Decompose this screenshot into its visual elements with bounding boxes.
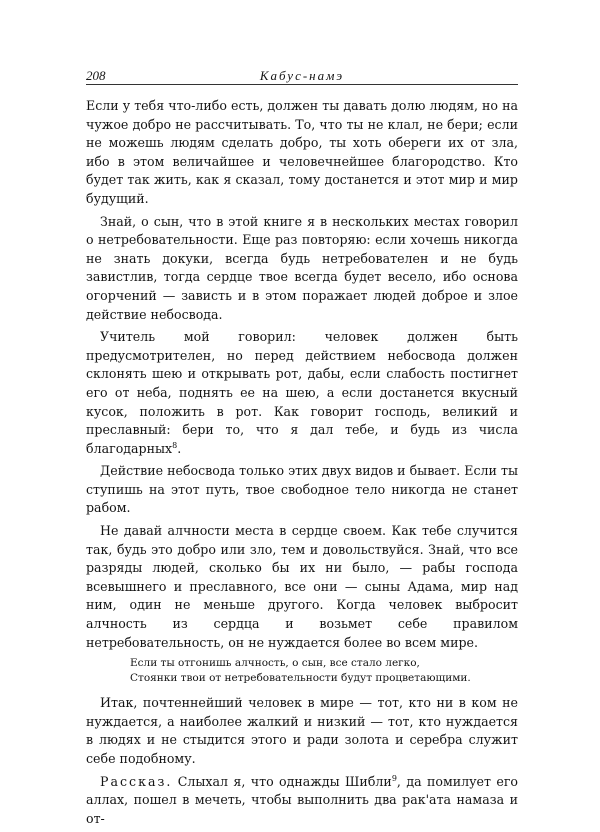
verse-line: Если ты отгонишь алчность, о сын, все стало легко, [130,657,420,670]
paragraph: Итак, почтеннейший человек в мире — тот, кто ни в ком не нуждается, а наиболее жалкий и низкий — тот, кто нуждается в людях и не стыдится этого и ради золота и серебра служит себе подобному. [86,695,518,766]
footnote-marker: 9 [391,773,397,783]
paragraph: Учитель мой говорил: человек должен быть предусмотрителен, но перед действием небосвода должен склонять шею и открывать рот, дабы, если слабость постигнет его от неба, поднять ее на шею, а если достанется вкусный кусок, положить в рот. Как говорит господь, великий и преславный: бери то, что я дал тебе, и будь из числа благодарных$^8$. [86,329,518,456]
story-text-continued: , да помилует его аллах, пошел в мечеть, чтобы выполнить два рак'ата намаза и от- [86,773,519,826]
page-number: 208 [86,68,106,83]
paragraph: Знай, о сын, что в этой книге я в нескольких местах говорил о нетребовательности. Еще раз повторяю: если хочешь никогда не знать докуки, всегда будь нетребователен и не будь завистлив, тогда сердце твое всегда будет весело, ибо основа огорчений — зависть и в этом поражает людей доброе и злое действие небосвода. [86,213,518,322]
paragraph: Действие небосвода только этих двух видов и бывает. Если ты ступишь на этот путь, твое свободное тело никогда не станет рабом. [86,463,518,516]
paragraph: Не давай алчности места в сердце своем. Как тебе случится так, будь это добро или зло, тем и довольствуйся. Знай, что все разряды людей, сколько бы их ни было, — рабы господа всевышнего и преславного, все они — сыны Адама, мир над ним, один не меньше другого. Когда человек выбросит алчность из сердца и возьмет себе правилом нетребовательность, он не нуждается более во всем мире. [86,523,518,650]
story-label: Рассказ. [100,773,173,789]
body-text [86,97,518,828]
book-page [86,58,518,832]
verse-line: Стоянки твои от нетребовательности будут процветающими. [130,672,471,685]
verse-quote [130,656,518,686]
story-paragraph [86,773,518,829]
paragraph: Если у тебя что-либо есть, должен ты давать долю людям, но на чужое добро не рассчитывать. То, что ты не клал, не бери; если не можешь людям сделать добро, ты хоть обереги их от зла, ибо в этом величайшее и человечнейшее благородство. Кто будет так жить, как я сказал, тому достанется и этот мир и мир будущий. [86,98,518,206]
paragraph-text: Учитель мой говорил: человек должен быть предусмотрителен, но перед действием небосвода должен склонять шею и открывать рот, дабы, если слабость постигнет его от неба, поднять ее на шею, а если достанется вкусный кусок, положить в рот. Как говорит господь, великий и преславный: бери то, что я дал тебе, и будь из числа благодарных [86,329,518,456]
running-head [86,58,518,85]
story-text: Слыхал я, что однажды Шибли [172,773,392,789]
running-title: Кабус-намэ [259,68,345,83]
footnote-marker: 8 [172,440,178,450]
